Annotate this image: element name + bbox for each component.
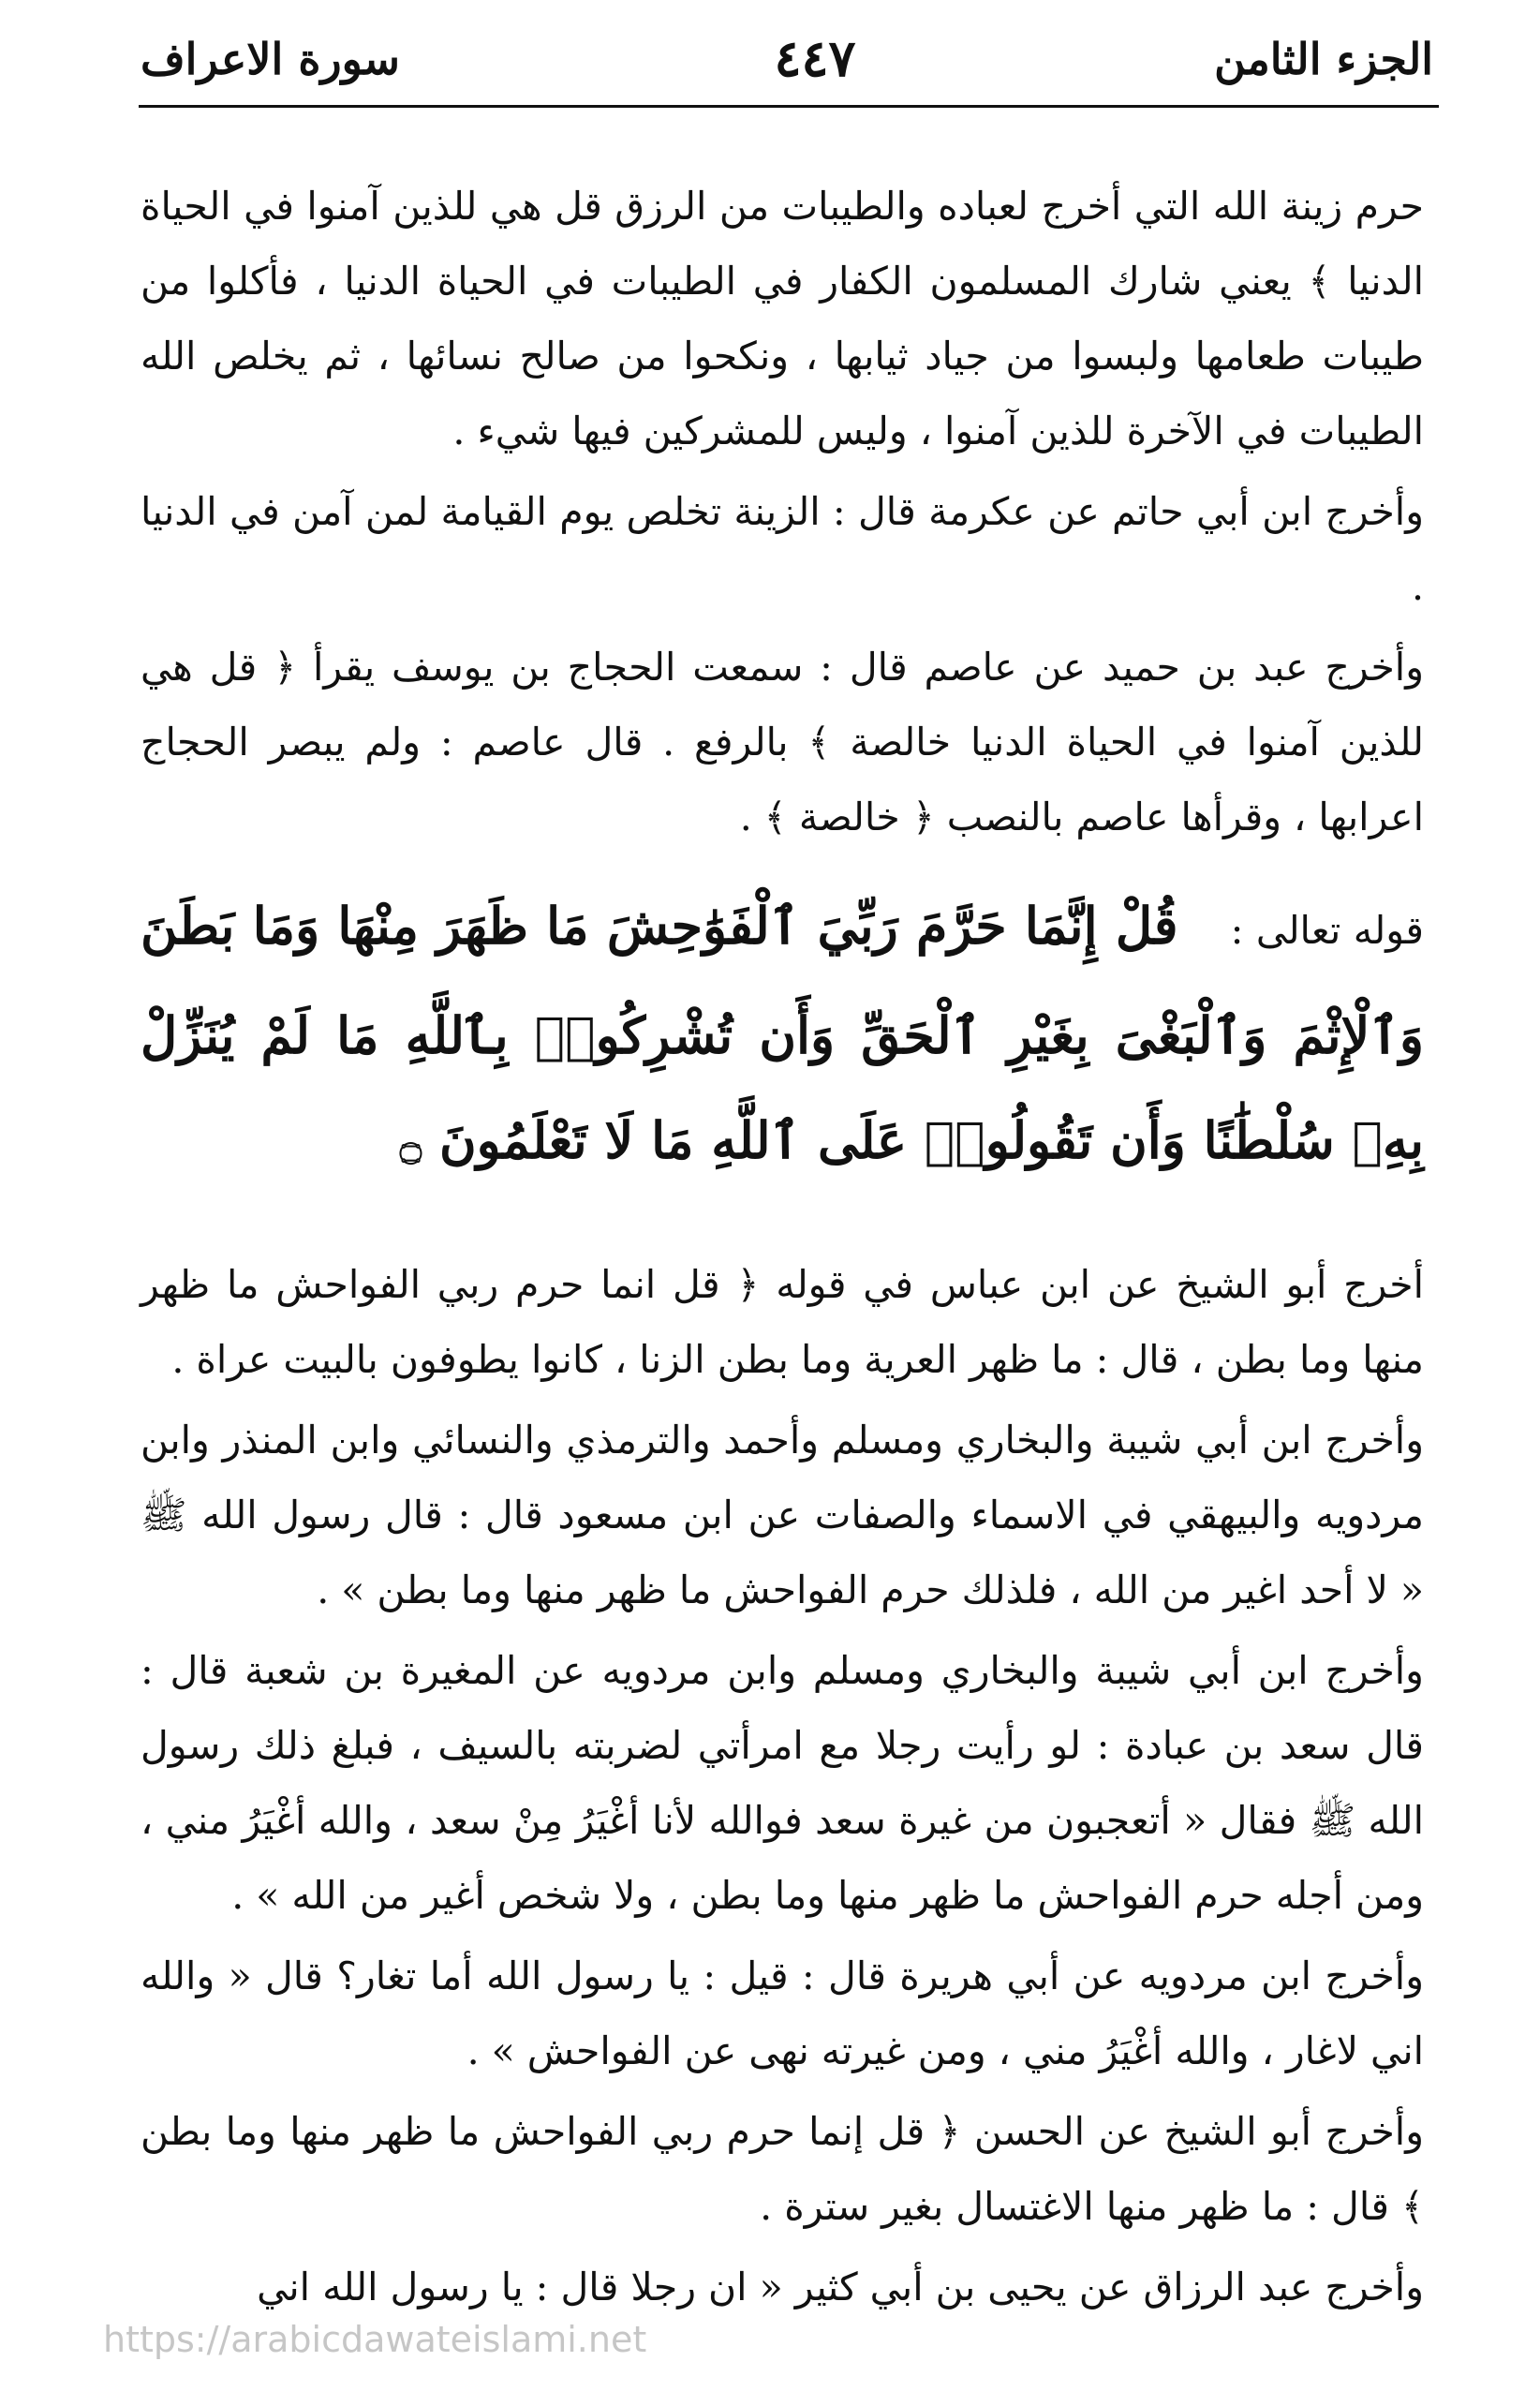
surah-label: سورة الاعراف xyxy=(141,34,400,84)
ayah-end-mark: ۝ xyxy=(399,1123,422,1167)
watermark-url: https://arabicdawateislami.net xyxy=(103,2319,647,2360)
paragraph: أخرج أبو الشيخ عن ابن عباس في قوله ﴿ قل انما حرم ربي الفواحش ما ظهر منها وما بطن ، قال : ما ظهر العرية وما بطن الزنا ، كانوا يطوفون بالبيت عراة . xyxy=(141,1262,1424,1382)
quran-verse-block xyxy=(141,873,1424,1198)
paragraph: وأخرج ابن أبي شيبة والبخاري ومسلم وأحمد والترمذي والنسائي وابن المنذر وابن مردويه والبيهقي في الاسماء والصفات عن ابن مسعود قال : قال رسول الله ﷺ « لا أحد اغير من الله ، فلذلك حرم الفواحش ما ظهر منها وما بطن » . xyxy=(141,1418,1424,1612)
header-divider xyxy=(139,105,1439,108)
page-body xyxy=(141,169,1424,2330)
paragraph: وأخرج أبو الشيخ عن الحسن ﴿ قل إنما حرم ربي الفواحش ما ظهر منها وما بطن ﴾ قال : ما ظهر منها الاغتسال بغير سترة . xyxy=(141,2109,1424,2229)
paragraph: وأخرج عبد بن حميد عن عاصم قال : سمعت الحجاج بن يوسف يقرأ ﴿ قل هي للذين آمنوا في الحياة الدنيا خالصة ﴾ بالرفع . قال عاصم : ولم يبصر الحجاج اعرابها ، وقرأها عاصم بالنصب ﴿ خالصة ﴾ . xyxy=(141,645,1424,839)
page-number: ٤٤٧ xyxy=(774,28,856,88)
verse-intro: قوله تعالى : xyxy=(1230,908,1424,953)
paragraph: وأخرج ابن أبي حاتم عن عكرمة قال : الزينة تخلص يوم القيامة لمن آمن في الدنيا . xyxy=(141,489,1424,609)
juz-label: الجزء الثامن xyxy=(1214,34,1433,84)
quran-verse-text: قُلْ إِنَّمَا حَرَّمَ رَبِّيَ ٱلْفَوَٰحِشَ مَا ظَهَرَ مِنْهَا وَمَا بَطَنَ وَٱلْإِثْمَ وَٱلْبَغْىَ بِغَيْرِ ٱلْحَقِّ وَأَن تُشْرِكُوا۟ بِٱللَّهِ مَا لَمْ يُنَزِّلْ بِهِۦ سُلْطَٰنًا وَأَن تَقُولُوا۟ عَلَى ٱللَّهِ مَا لَا تَعْلَمُونَ xyxy=(141,896,1424,1170)
page-header xyxy=(141,26,1433,107)
paragraph: حرم زينة الله التي أخرج لعباده والطيبات من الرزق قل هي للذين آمنوا في الحياة الدنيا ﴾ يعني شارك المسلمون الكفار في الطيبات في الحياة الدنيا ، فأكلوا من طيبات طعامها ولبسوا من جياد ثيابها ، ونكحوا من صالح نسائها ، ثم يخلص الله الطيبات في الآخرة للذين آمنوا ، وليس للمشركين فيها شيء . xyxy=(141,184,1425,453)
paragraph: وأخرج ابن أبي شيبة والبخاري ومسلم وابن مردويه عن المغيرة بن شعبة قال : قال سعد بن عبادة : لو رأيت رجلا مع امرأتي لضربته بالسيف ، فبلغ ذلك رسول الله ﷺ فقال « أتعجبون من غيرة سعد فوالله لأنا أغْيَرُ مِنْ سعد ، والله أغْيَرُ مني ، ومن أجله حرم الفواحش ما ظهر منها وما بطن ، ولا شخص أغير من الله » . xyxy=(141,1648,1424,1918)
paragraph: وأخرج عبد الرزاق عن يحيى بن أبي كثير « ان رجلا قال : يا رسول الله اني xyxy=(257,2265,1424,2309)
paragraph: وأخرج ابن مردويه عن أبي هريرة قال : قيل : يا رسول الله أما تغار؟ قال « والله اني لاغار ، والله أغْيَرُ مني ، ومن غيرته نهى عن الفواحش » . xyxy=(141,1953,1424,2073)
